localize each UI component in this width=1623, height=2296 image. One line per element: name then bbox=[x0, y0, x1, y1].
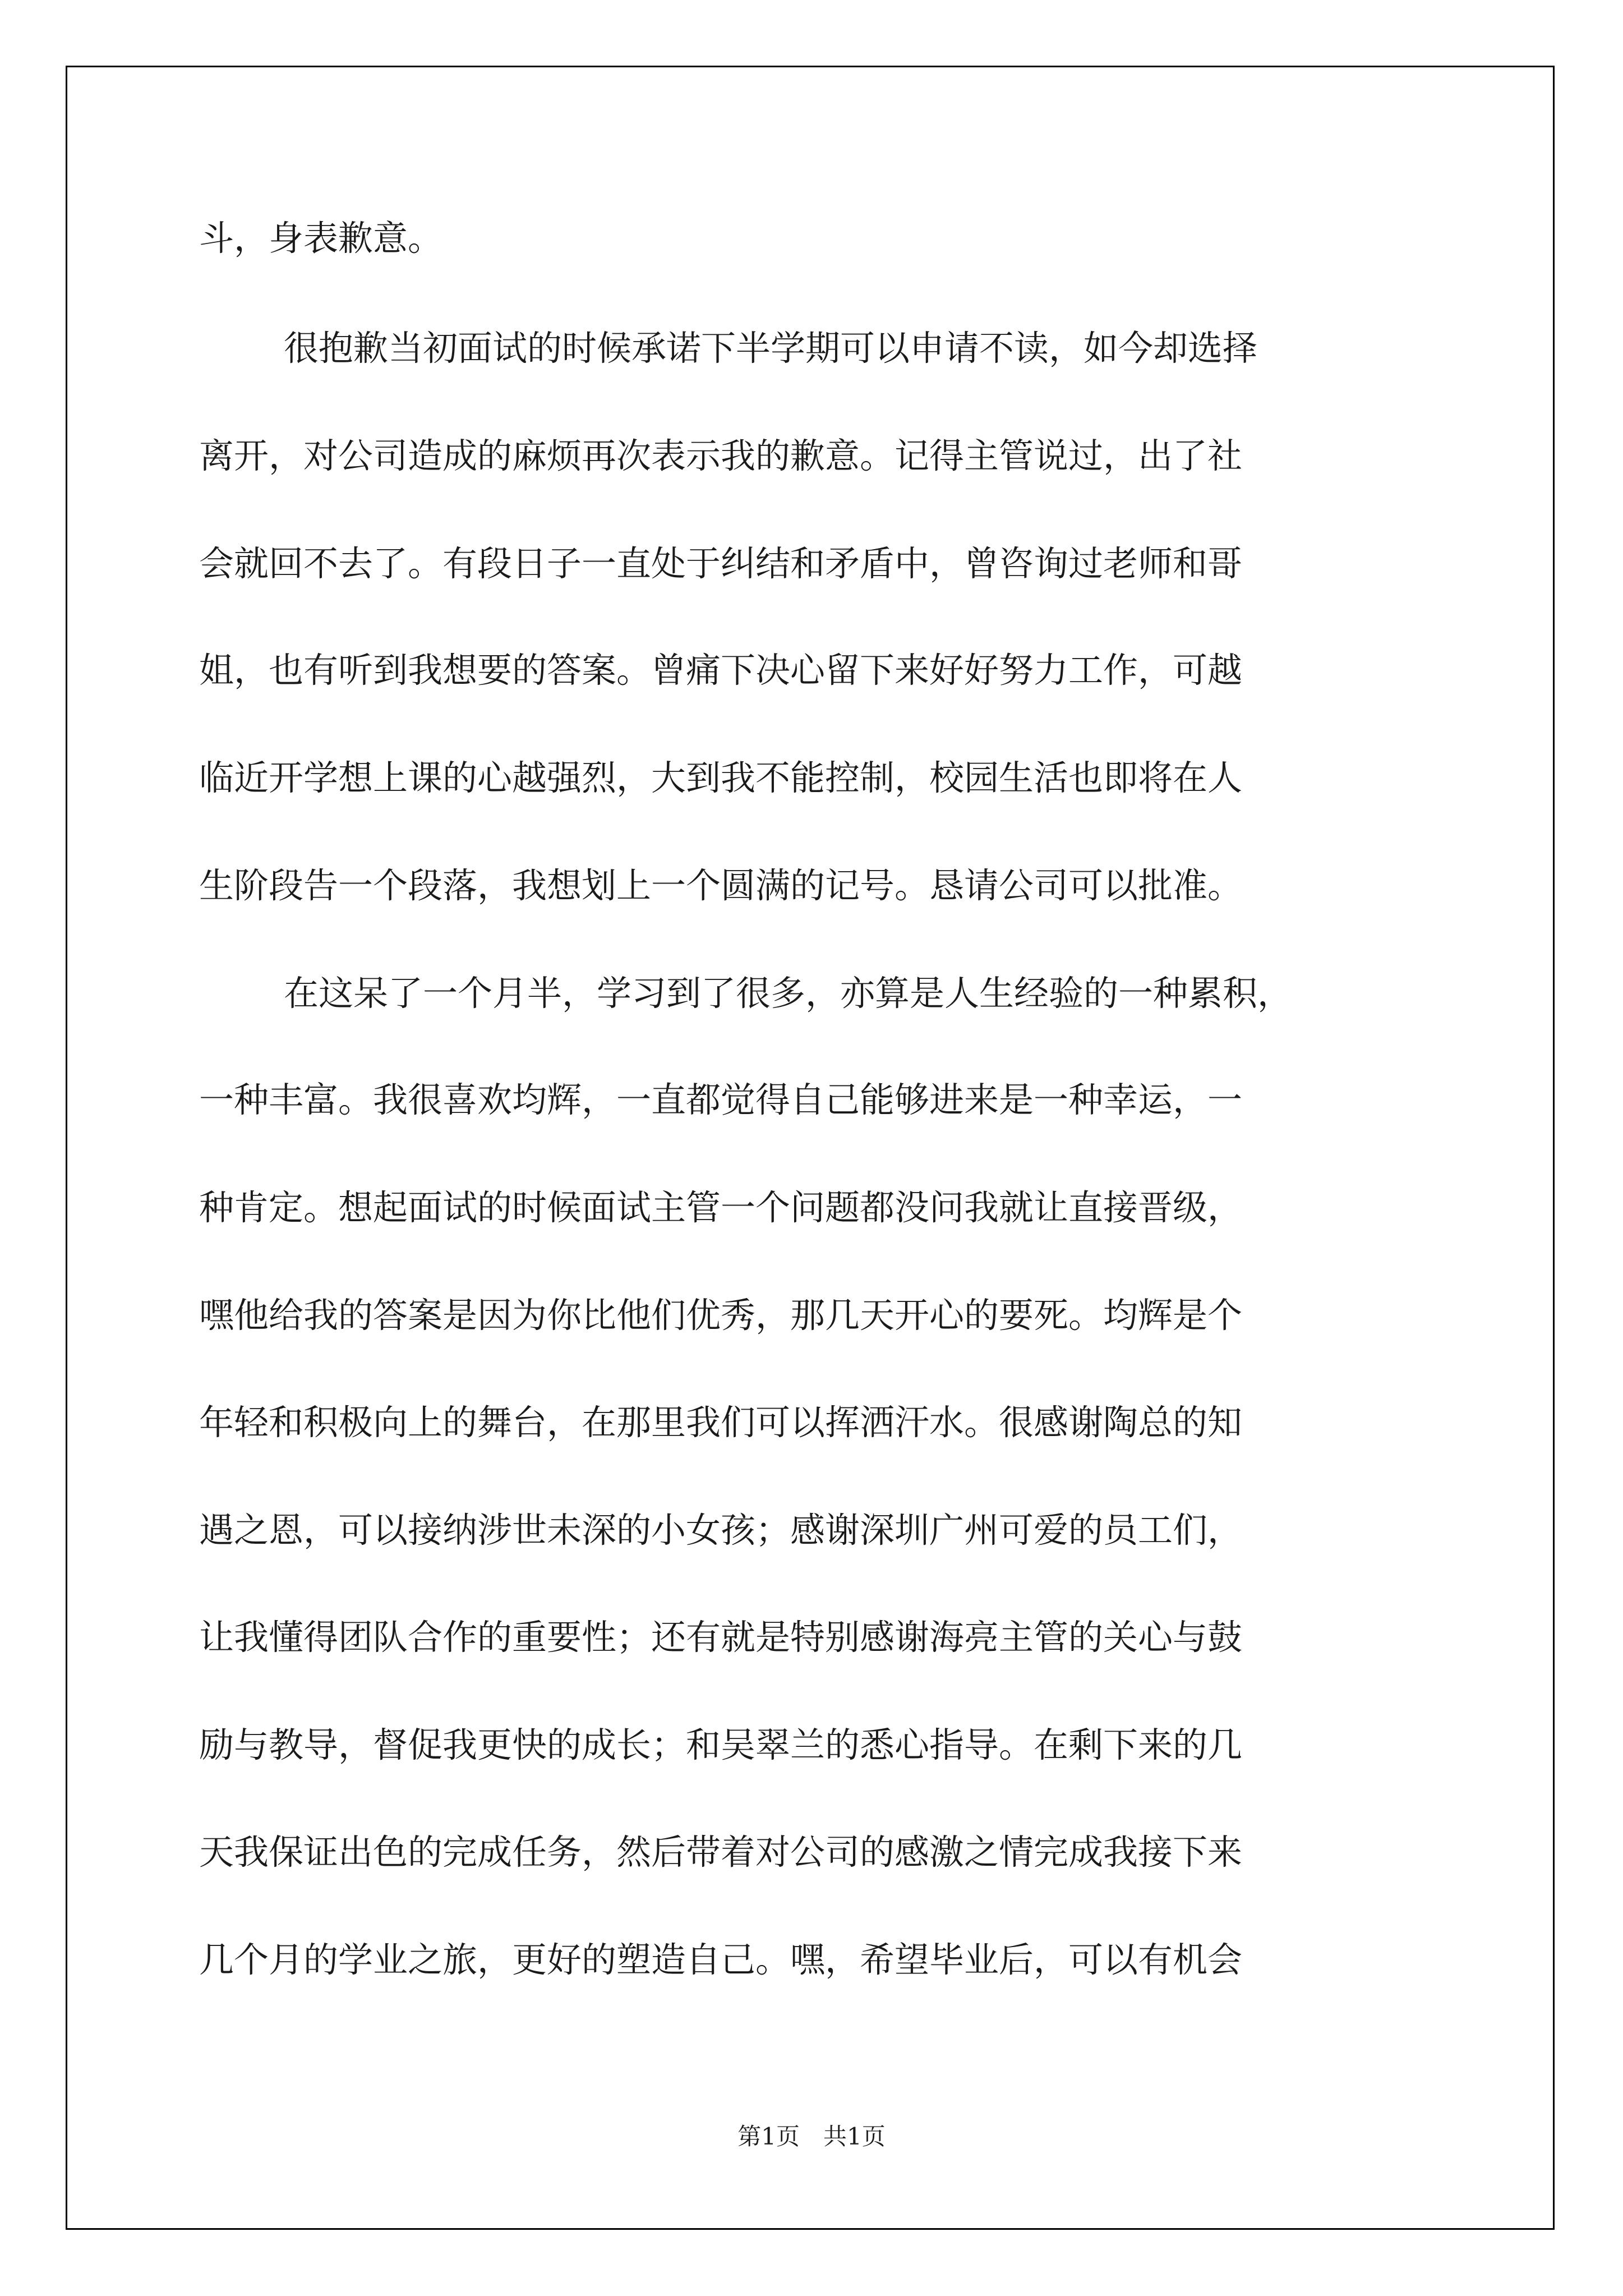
page-border bbox=[66, 66, 1555, 2230]
body-line-1: 斗，身表歉意。 bbox=[199, 218, 443, 259]
body-line-14: 让我懂得团队合作的重要性；还有就是特别感谢海亮主管的关心与鼓 bbox=[199, 1617, 1243, 1658]
body-line-17: 几个月的学业之旅，更好的塑造自己。嘿，希望毕业后，可以有机会 bbox=[199, 1939, 1243, 1980]
body-line-13: 遇之恩，可以接纳涉世未深的小女孩；感谢深圳广州可爱的员工们， bbox=[199, 1510, 1243, 1550]
body-line-2: 很抱歉当初面试的时候承诺下半学期可以申请不读，如今却选择 bbox=[284, 328, 1258, 369]
body-line-12: 年轻和积极向上的舞台，在那里我们可以挥洒汗水。很感谢陶总的知 bbox=[199, 1402, 1243, 1443]
body-line-3: 离开，对公司造成的麻烦再次表示我的歉意。记得主管说过，出了社 bbox=[199, 435, 1243, 476]
body-line-6: 临近开学想上课的心越强烈，大到我不能控制，校园生活也即将在人 bbox=[199, 757, 1243, 798]
body-line-7: 生阶段告一个段落，我想划上一个圆满的记号。恳请公司可以批准。 bbox=[199, 865, 1243, 906]
body-line-5: 姐，也有听到我想要的答案。曾痛下决心留下来好好努力工作，可越 bbox=[199, 650, 1243, 691]
body-line-16: 天我保证出色的完成任务，然后带着对公司的感激之情完成我接下来 bbox=[199, 1832, 1243, 1872]
body-line-15: 励与教导，督促我更快的成长；和吴翠兰的悉心指导。在剩下来的几 bbox=[199, 1724, 1243, 1765]
page-number: 第1页 共1页 bbox=[737, 2123, 886, 2150]
body-line-4: 会就回不去了。有段日子一直处于纠结和矛盾中，曾咨询过老师和哥 bbox=[199, 543, 1243, 584]
body-line-8: 在这呆了一个月半，学习到了很多，亦算是人生经验的一种累积， bbox=[284, 973, 1293, 1014]
body-line-10: 种肯定。想起面试的时候面试主管一个问题都没问我就让直接晋级， bbox=[199, 1187, 1243, 1228]
body-line-11: 嘿他给我的答案是因为你比他们优秀，那几天开心的要死。均辉是个 bbox=[199, 1295, 1243, 1336]
body-line-9: 一种丰富。我很喜欢均辉，一直都觉得自己能够进来是一种幸运，一 bbox=[199, 1079, 1243, 1120]
